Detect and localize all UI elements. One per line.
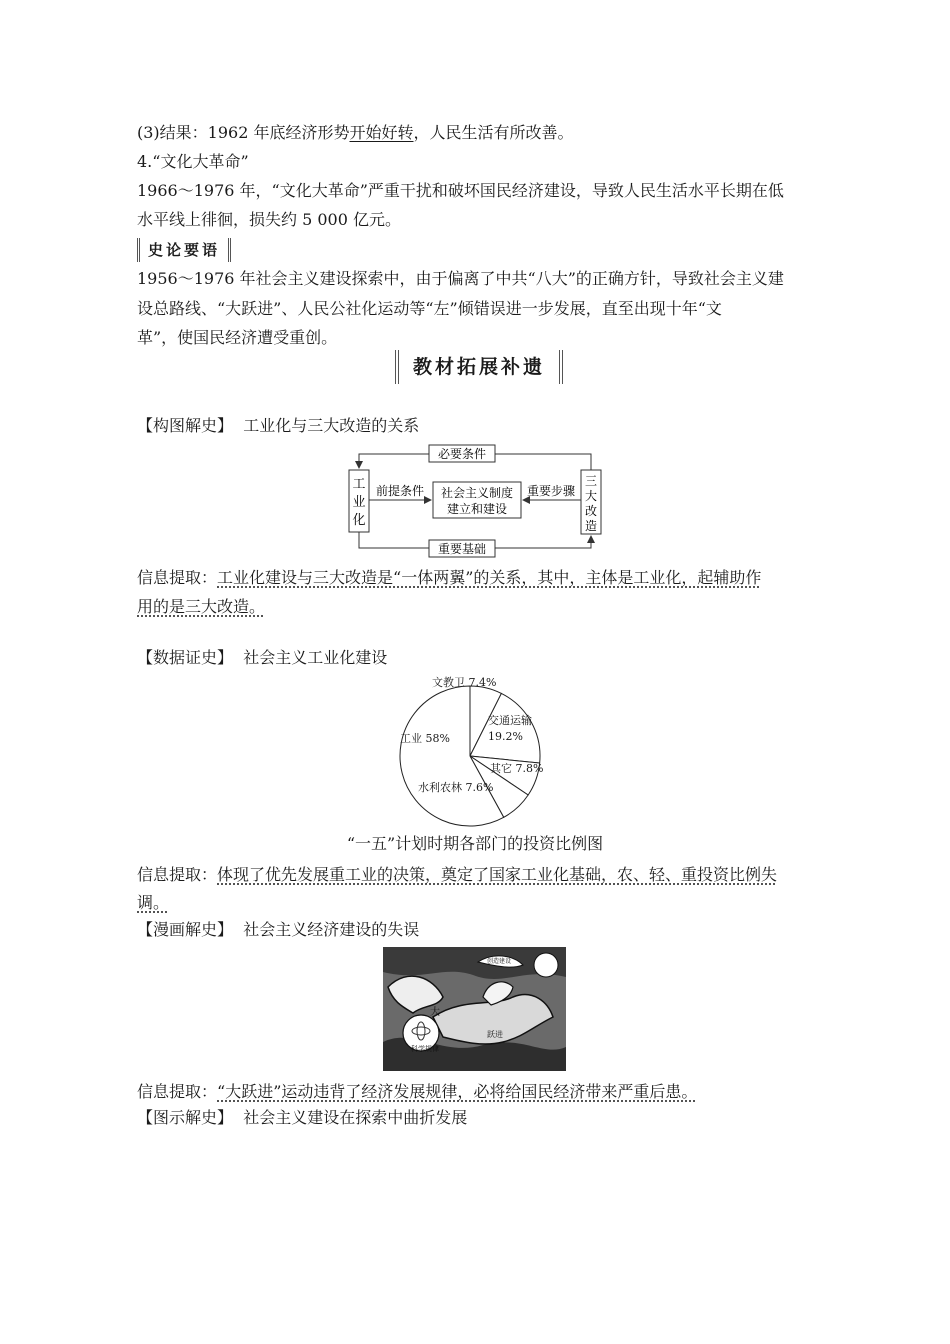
section-banner: 教材拓展补遗: [395, 350, 563, 384]
chart-caption: “一五”计划时期各部门的投资比例图: [346, 834, 604, 853]
cartoon-label: 科学规律: [411, 1045, 439, 1053]
shilun-line: 革”，使国民经济遭受重创。: [137, 328, 338, 347]
shilun-line: 设总路线、“大跃进”、人民公社化运动等“左”倾错误进一步发展，直至出现十年“文: [137, 299, 722, 318]
shuju-heading: 【数据证史】 社会主义工业化建设: [137, 648, 388, 667]
pie-label: 其它 7.8%: [490, 762, 544, 775]
goutu-info-cont: 用的是三大改造。: [137, 597, 266, 616]
pie-label: 工业 58%: [400, 732, 450, 745]
center-box-text: 建立和建设: [446, 502, 508, 516]
goutu-info: 信息提取：工业化建设与三大改造是“一体两翼”的关系，其中，主体是工业化，起辅助作: [137, 568, 762, 587]
manhua-heading: 【漫画解史】 社会主义经济建设的失误: [137, 920, 420, 939]
section4-heading: 4.“文化大革命”: [137, 152, 249, 171]
left-arrow-label: 前提条件: [375, 484, 425, 498]
right-box-char: 大: [584, 489, 598, 503]
pie-label: 水利农林 7.6%: [418, 781, 494, 794]
bottom-label: 重要基础: [437, 542, 487, 556]
cartoon-label: 创造建设: [487, 958, 512, 965]
left-box-char: 化: [352, 513, 366, 528]
shilun-heading: 史论要语: [137, 238, 231, 262]
great-leap-cartoon: [383, 947, 566, 1071]
result-paragraph: (3)结果：1962 年底经济形势开始好转，人民生活有所改善。: [137, 123, 574, 142]
right-box-char: 改: [584, 504, 598, 518]
top-label: 必要条件: [437, 447, 487, 461]
right-arrow-label: 重要步骤: [526, 484, 576, 498]
shuju-info-cont: 调。: [137, 893, 170, 912]
highlight-text: 开始好转: [349, 123, 414, 142]
investment-pie-chart: [380, 670, 570, 830]
section4-line: 水平线上徘徊，损失约 5 000 亿元。: [137, 210, 401, 229]
relation-diagram: [345, 442, 605, 560]
manhua-info: 信息提取：“大跃进”运动违背了经济发展规律，必将给国民经济带来严重后患。: [137, 1082, 698, 1101]
right-box-char: 造: [584, 519, 598, 533]
center-box-text: 社会主义制度: [440, 486, 514, 500]
left-box-char: 工: [352, 477, 366, 492]
goutu-heading: 【构图解史】 工业化与三大改造的关系: [137, 416, 420, 435]
tushi-heading: 【图示解史】 社会主义建设在探索中曲折发展: [137, 1108, 468, 1127]
left-box-char: 业: [352, 495, 366, 510]
pie-label: 文教卫 7.4%: [432, 676, 497, 689]
right-box-char: 三: [584, 474, 598, 488]
cartoon-label: 大: [430, 1007, 440, 1018]
cartoon-label: 跃进: [487, 1030, 503, 1039]
pie-label: 19.2%: [488, 730, 523, 743]
pie-label: 交通运输: [488, 714, 532, 727]
shilun-line: 1956～1976 年社会主义建设探索中，由于偏离了中共“八大”的正确方针，导致社会主义建: [137, 269, 784, 288]
section4-line: 1966～1976 年，“文化大革命”严重干扰和破坏国民经济建设，导致人民生活水平长期在低: [137, 181, 784, 200]
shuju-info: 信息提取：体现了优先发展重工业的决策，奠定了国家工业化基础，农、轻、重投资比例失: [137, 865, 778, 884]
